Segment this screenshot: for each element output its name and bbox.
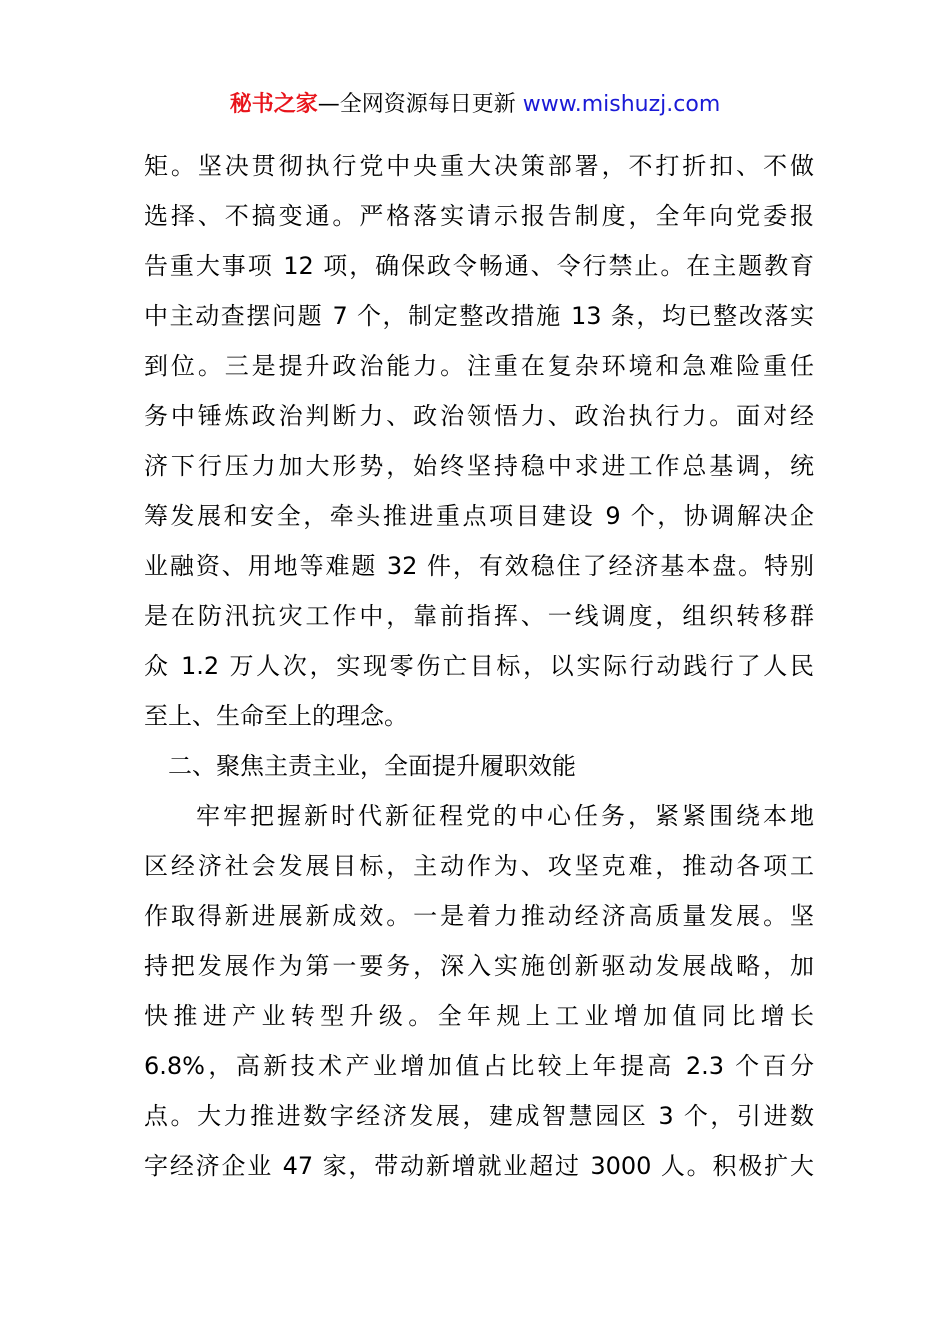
header-tagline: —全网资源每日更新 xyxy=(317,92,516,117)
header-brand: 秘书之家 xyxy=(229,92,318,117)
text-line: 众 1.2 万人次，实现零伤亡目标，以实际行动践行了人民 xyxy=(144,652,814,680)
paragraph-section-two xyxy=(144,791,814,1191)
header-site-link[interactable]: www.mishuzj.com xyxy=(522,92,721,117)
text-line: 济下行压力加大形势，始终坚持稳中求进工作总基调，统 xyxy=(144,452,814,480)
text-line: 持把发展作为第一要务，深入实施创新驱动发展战略，加 xyxy=(144,952,814,980)
text-line: 作取得新进展新成效。一是着力推动经济高质量发展。坚 xyxy=(144,902,814,930)
text-line: 业融资、用地等难题 32 件，有效稳住了经济基本盘。特别 xyxy=(144,552,814,580)
text-line: 到位。三是提升政治能力。注重在复杂环境和急难险重任 xyxy=(144,352,814,380)
text-line: 中主动查摆问题 7 个，制定整改措施 13 条，均已整改落实 xyxy=(144,302,814,330)
text-line: 矩。坚决贯彻执行党中央重大决策部署，不打折扣、不做 xyxy=(144,152,814,180)
text-line: 是在防汛抗灾工作中，靠前指挥、一线调度，组织转移群 xyxy=(144,602,814,630)
section-heading: 二、聚焦主责主业，全面提升履职效能 xyxy=(168,752,576,780)
text-line: 6.8%，高新技术产业增加值占比较上年提高 2.3 个百分 xyxy=(144,1052,814,1080)
text-line: 告重大事项 12 项，确保政令畅通、令行禁止。在主题教育 xyxy=(144,252,814,280)
text-line: 选择、不搞变通。严格落实请示报告制度，全年向党委报 xyxy=(144,202,814,230)
text-line: 点。大力推进数字经济发展，建成智慧园区 3 个，引进数 xyxy=(144,1102,814,1130)
paragraph-continuation xyxy=(144,141,814,741)
text-line: 务中锤炼政治判断力、政治领悟力、政治执行力。面对经 xyxy=(144,402,814,430)
text-line: 字经济企业 47 家，带动新增就业超过 3000 人。积极扩大 xyxy=(144,1152,814,1180)
page-header xyxy=(0,88,950,122)
document-body xyxy=(144,141,814,1191)
text-line: 至上、生命至上的理念。 xyxy=(144,702,408,730)
text-line: 快推进产业转型升级。全年规上工业增加值同比增长 xyxy=(144,1002,814,1030)
text-line: 区经济社会发展目标，主动作为、攻坚克难，推动各项工 xyxy=(144,852,814,880)
text-line: 筹发展和安全，牵头推进重点项目建设 9 个，协调解决企 xyxy=(144,502,814,530)
text-line: 牢牢把握新时代新征程党的中心任务，紧紧围绕本地 xyxy=(196,802,814,830)
